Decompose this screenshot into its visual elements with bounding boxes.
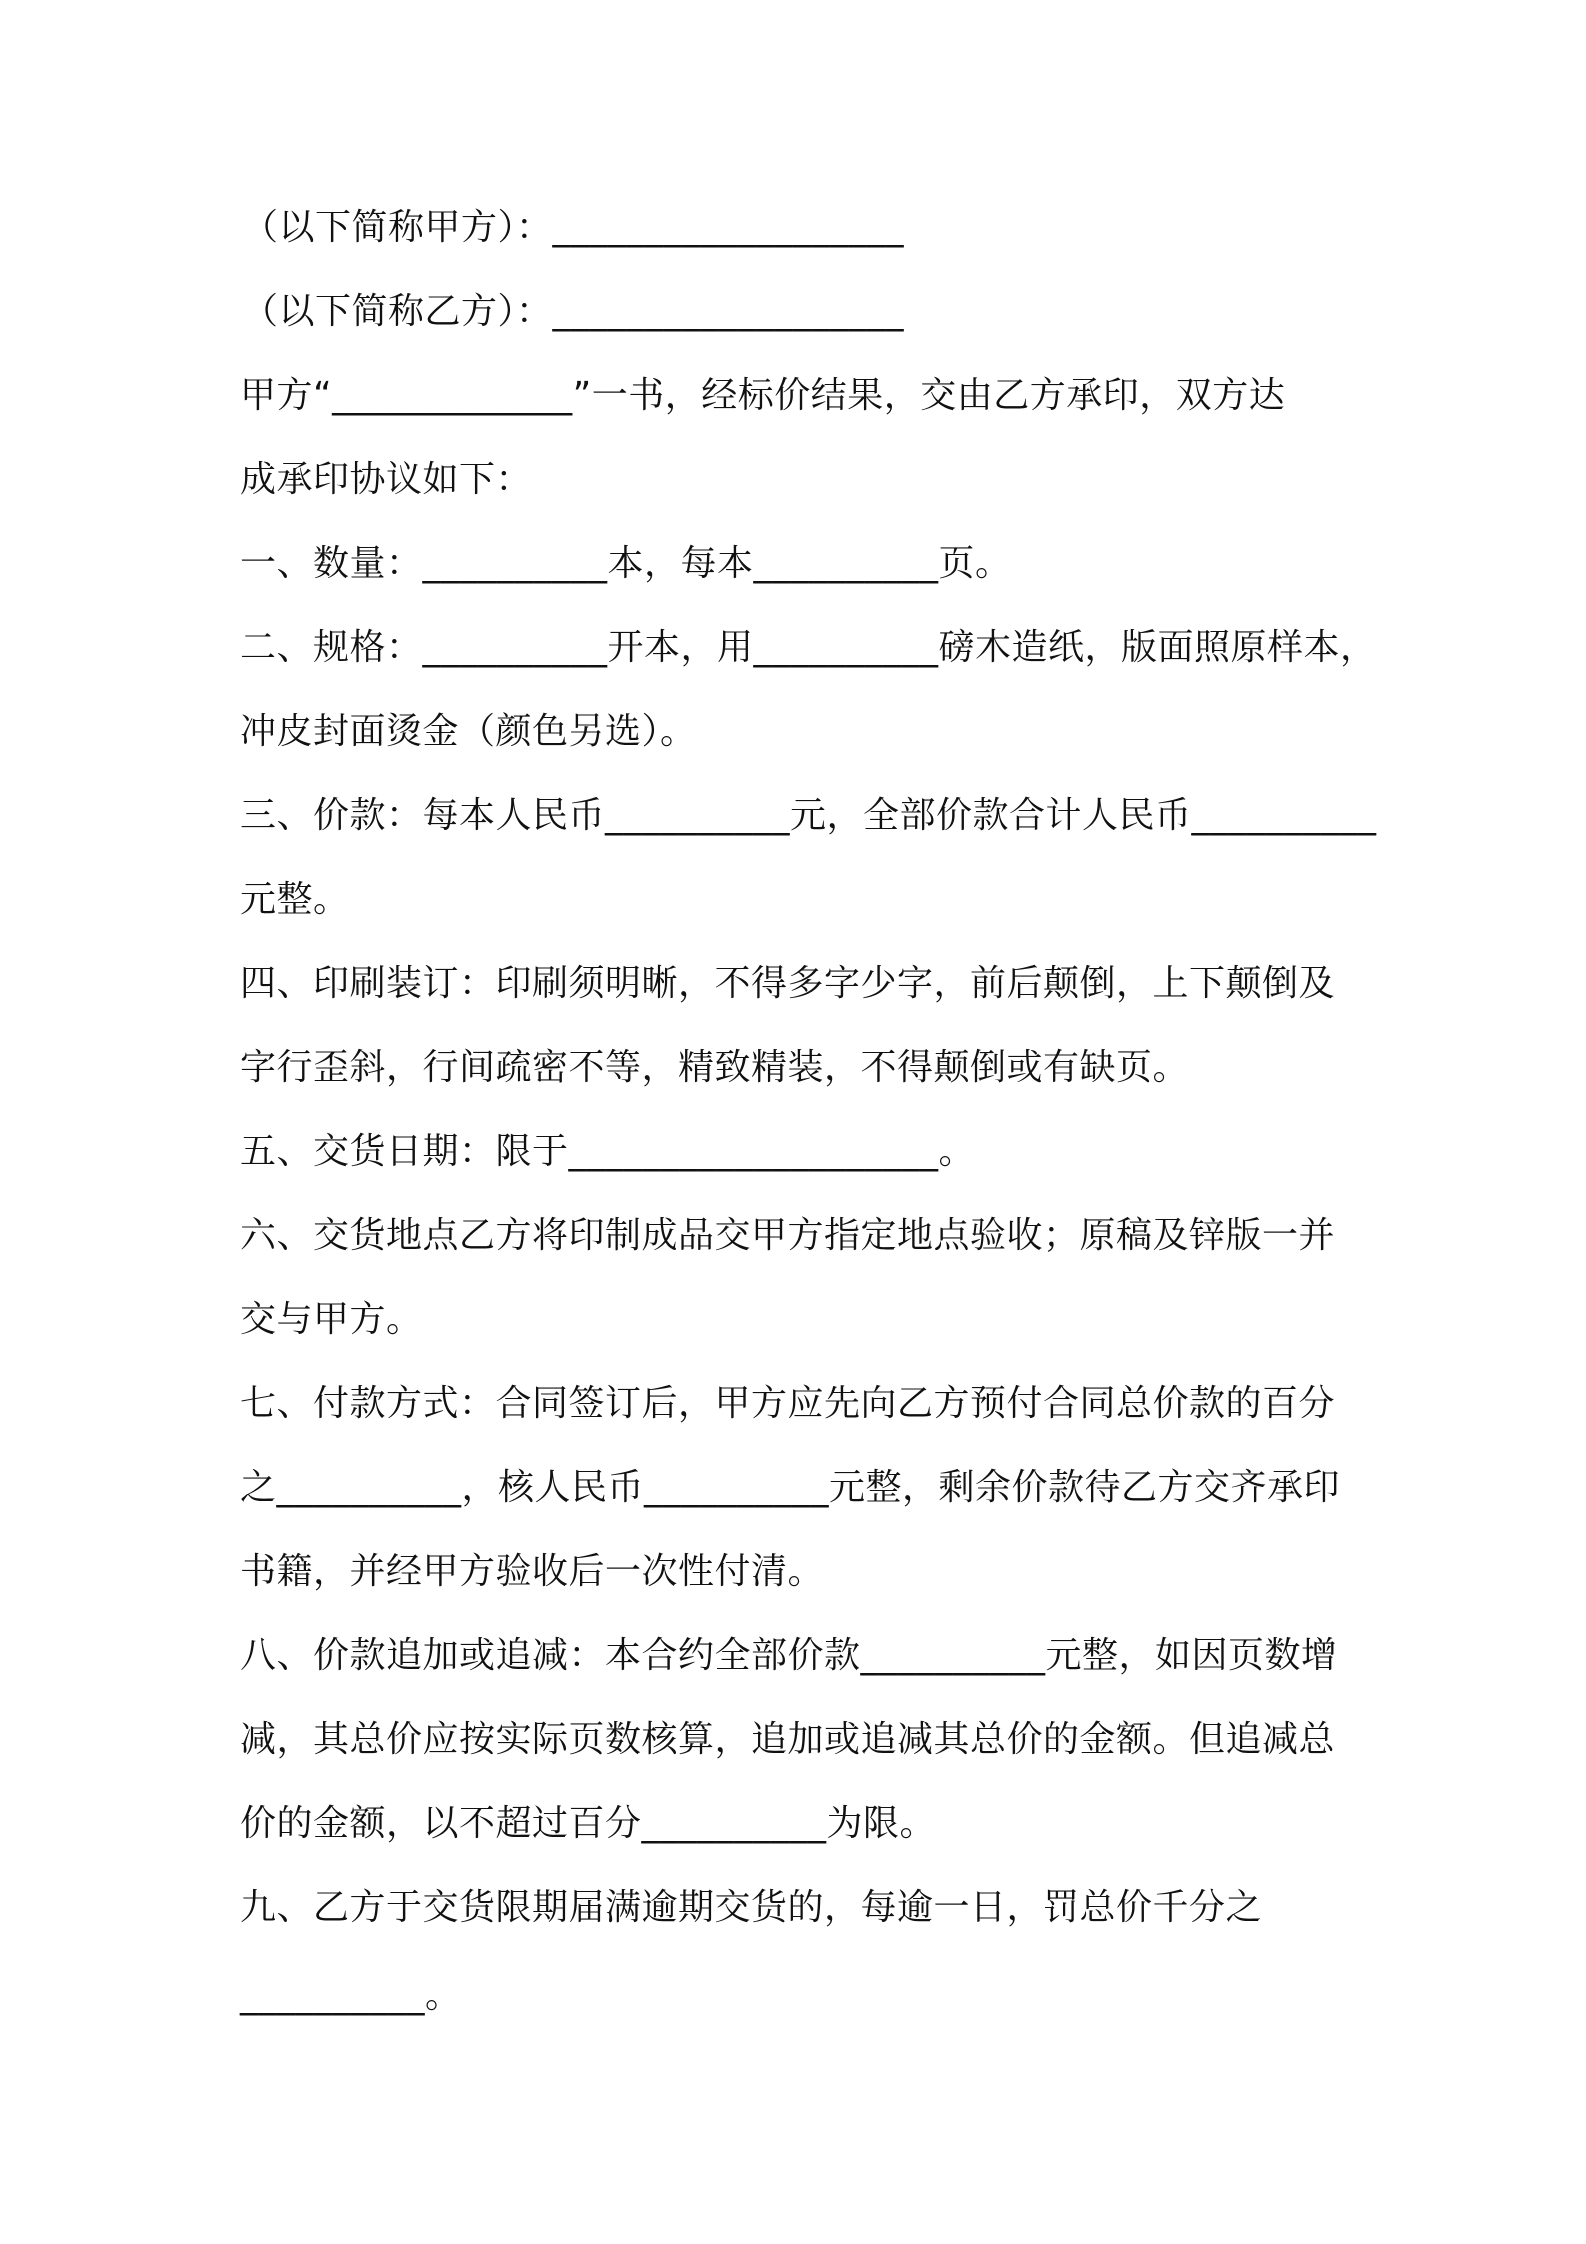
intro-line-1: 甲方“_____________”一书，经标价结果，交由乙方承印，双方达 — [240, 375, 1286, 416]
clause-5-delivery-date: 五、交货日期：限于____________________。 — [240, 1131, 976, 1172]
intro-line-2: 成承印协议如下： — [240, 459, 533, 500]
clause-6-delivery-place-line-1: 六、交货地点乙方将印制成品交甲方指定地点验收；原稿及锌版一并 — [240, 1215, 1336, 1256]
clause-9-penalty-line-2: __________。 — [240, 1975, 462, 2016]
clause-8-adjustment-line-3: 价的金额，以不超过百分__________为限。 — [240, 1803, 937, 1844]
clause-3-price-line-1: 三、价款：每本人民币__________元，全部价款合计人民币__________ — [240, 795, 1377, 836]
clause-7-payment-line-1: 七、付款方式：合同签订后，甲方应先向乙方预付合同总价款的百分 — [240, 1383, 1336, 1424]
clause-1-quantity: 一、数量：__________本，每本__________页。 — [240, 543, 1012, 584]
clause-4-printing-line-1: 四、印刷装订：印刷须明晰，不得多字少字，前后颠倒，上下颠倒及 — [240, 963, 1336, 1004]
party-b-line: （以下简称乙方）：___________________ — [242, 291, 905, 332]
clause-8-adjustment-line-1: 八、价款追加或追减：本合约全部价款__________元整，如因页数增 — [240, 1635, 1338, 1676]
party-a-line: （以下简称甲方）：___________________ — [242, 207, 905, 248]
clause-2-spec-line-1: 二、规格：__________开本，用__________磅木造纸，版面照原样本， — [240, 627, 1377, 668]
clause-9-penalty-line-1: 九、乙方于交货限期届满逾期交货的，每逾一日，罚总价千分之 — [240, 1887, 1263, 1928]
clause-2-spec-line-2: 冲皮封面烫金（颜色另选）。 — [240, 711, 697, 752]
clause-6-delivery-place-line-2: 交与甲方。 — [240, 1299, 423, 1340]
clause-7-payment-line-3: 书籍，并经甲方验收后一次性付清。 — [240, 1551, 825, 1592]
clause-3-price-line-2: 元整。 — [240, 879, 350, 920]
clause-4-printing-line-2: 字行歪斜，行间疏密不等，精致精装，不得颠倒或有缺页。 — [240, 1047, 1190, 1088]
clause-8-adjustment-line-2: 减，其总价应按实际页数核算，追加或追减其总价的金额。但追减总 — [240, 1719, 1336, 1760]
clause-7-payment-line-2: 之__________，核人民币__________元整，剩余价款待乙方交齐承印 — [240, 1467, 1341, 1508]
